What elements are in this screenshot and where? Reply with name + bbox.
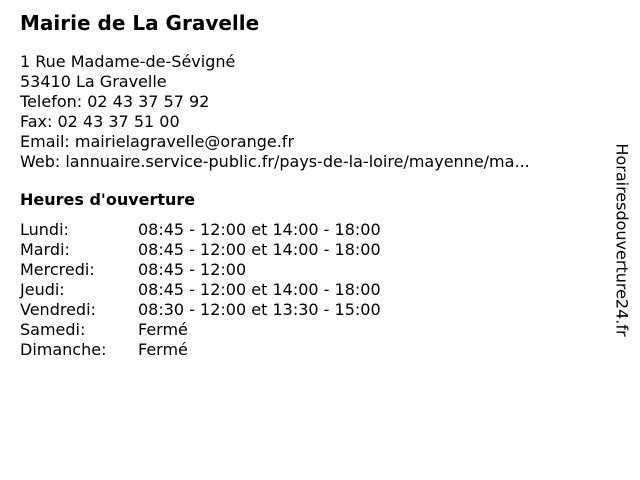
hours-table	[20, 220, 600, 360]
day-hours: Fermé	[138, 320, 188, 339]
day-label: Samedi:	[20, 320, 86, 339]
site-watermark: Horairesdouverture24.fr	[612, 143, 632, 337]
day-hours: 08:45 - 12:00 et 14:00 - 18:00	[138, 220, 381, 239]
web-line: Web: lannuaire.service-public.fr/pays-de-la-loire/mayenne/ma...	[20, 152, 530, 171]
day-hours: Fermé	[138, 340, 188, 359]
page-title: Mairie de La Gravelle	[20, 11, 260, 35]
day-hours: 08:45 - 12:00 et 14:00 - 18:00	[138, 240, 381, 259]
contact-block	[20, 52, 600, 172]
day-label: Dimanche:	[20, 340, 107, 359]
hours-row-dimanche	[20, 340, 600, 360]
hours-heading: Heures d'ouverture	[20, 190, 196, 209]
day-label: Mardi:	[20, 240, 70, 259]
hours-row-vendredi	[20, 300, 600, 320]
email-line: Email: mairielagravelle@orange.fr	[20, 132, 295, 151]
day-label: Mercredi:	[20, 260, 95, 279]
info-card	[20, 10, 600, 360]
day-hours: 08:45 - 12:00	[138, 260, 247, 279]
day-label: Lundi:	[20, 220, 69, 239]
address-line-2: 53410 La Gravelle	[20, 72, 167, 91]
day-label: Jeudi:	[20, 280, 65, 299]
phone-line: Telefon: 02 43 37 57 92	[20, 92, 210, 111]
day-hours: 08:45 - 12:00 et 14:00 - 18:00	[138, 280, 381, 299]
hours-row-samedi	[20, 320, 600, 340]
day-hours: 08:30 - 12:00 et 13:30 - 15:00	[138, 300, 381, 319]
hours-row-lundi	[20, 220, 600, 240]
fax-line: Fax: 02 43 37 51 00	[20, 112, 180, 131]
day-label: Vendredi:	[20, 300, 96, 319]
hours-row-mercredi	[20, 260, 600, 280]
address-line-1: 1 Rue Madame-de-Sévigné	[20, 52, 236, 71]
hours-row-jeudi	[20, 280, 600, 300]
hours-row-mardi	[20, 240, 600, 260]
